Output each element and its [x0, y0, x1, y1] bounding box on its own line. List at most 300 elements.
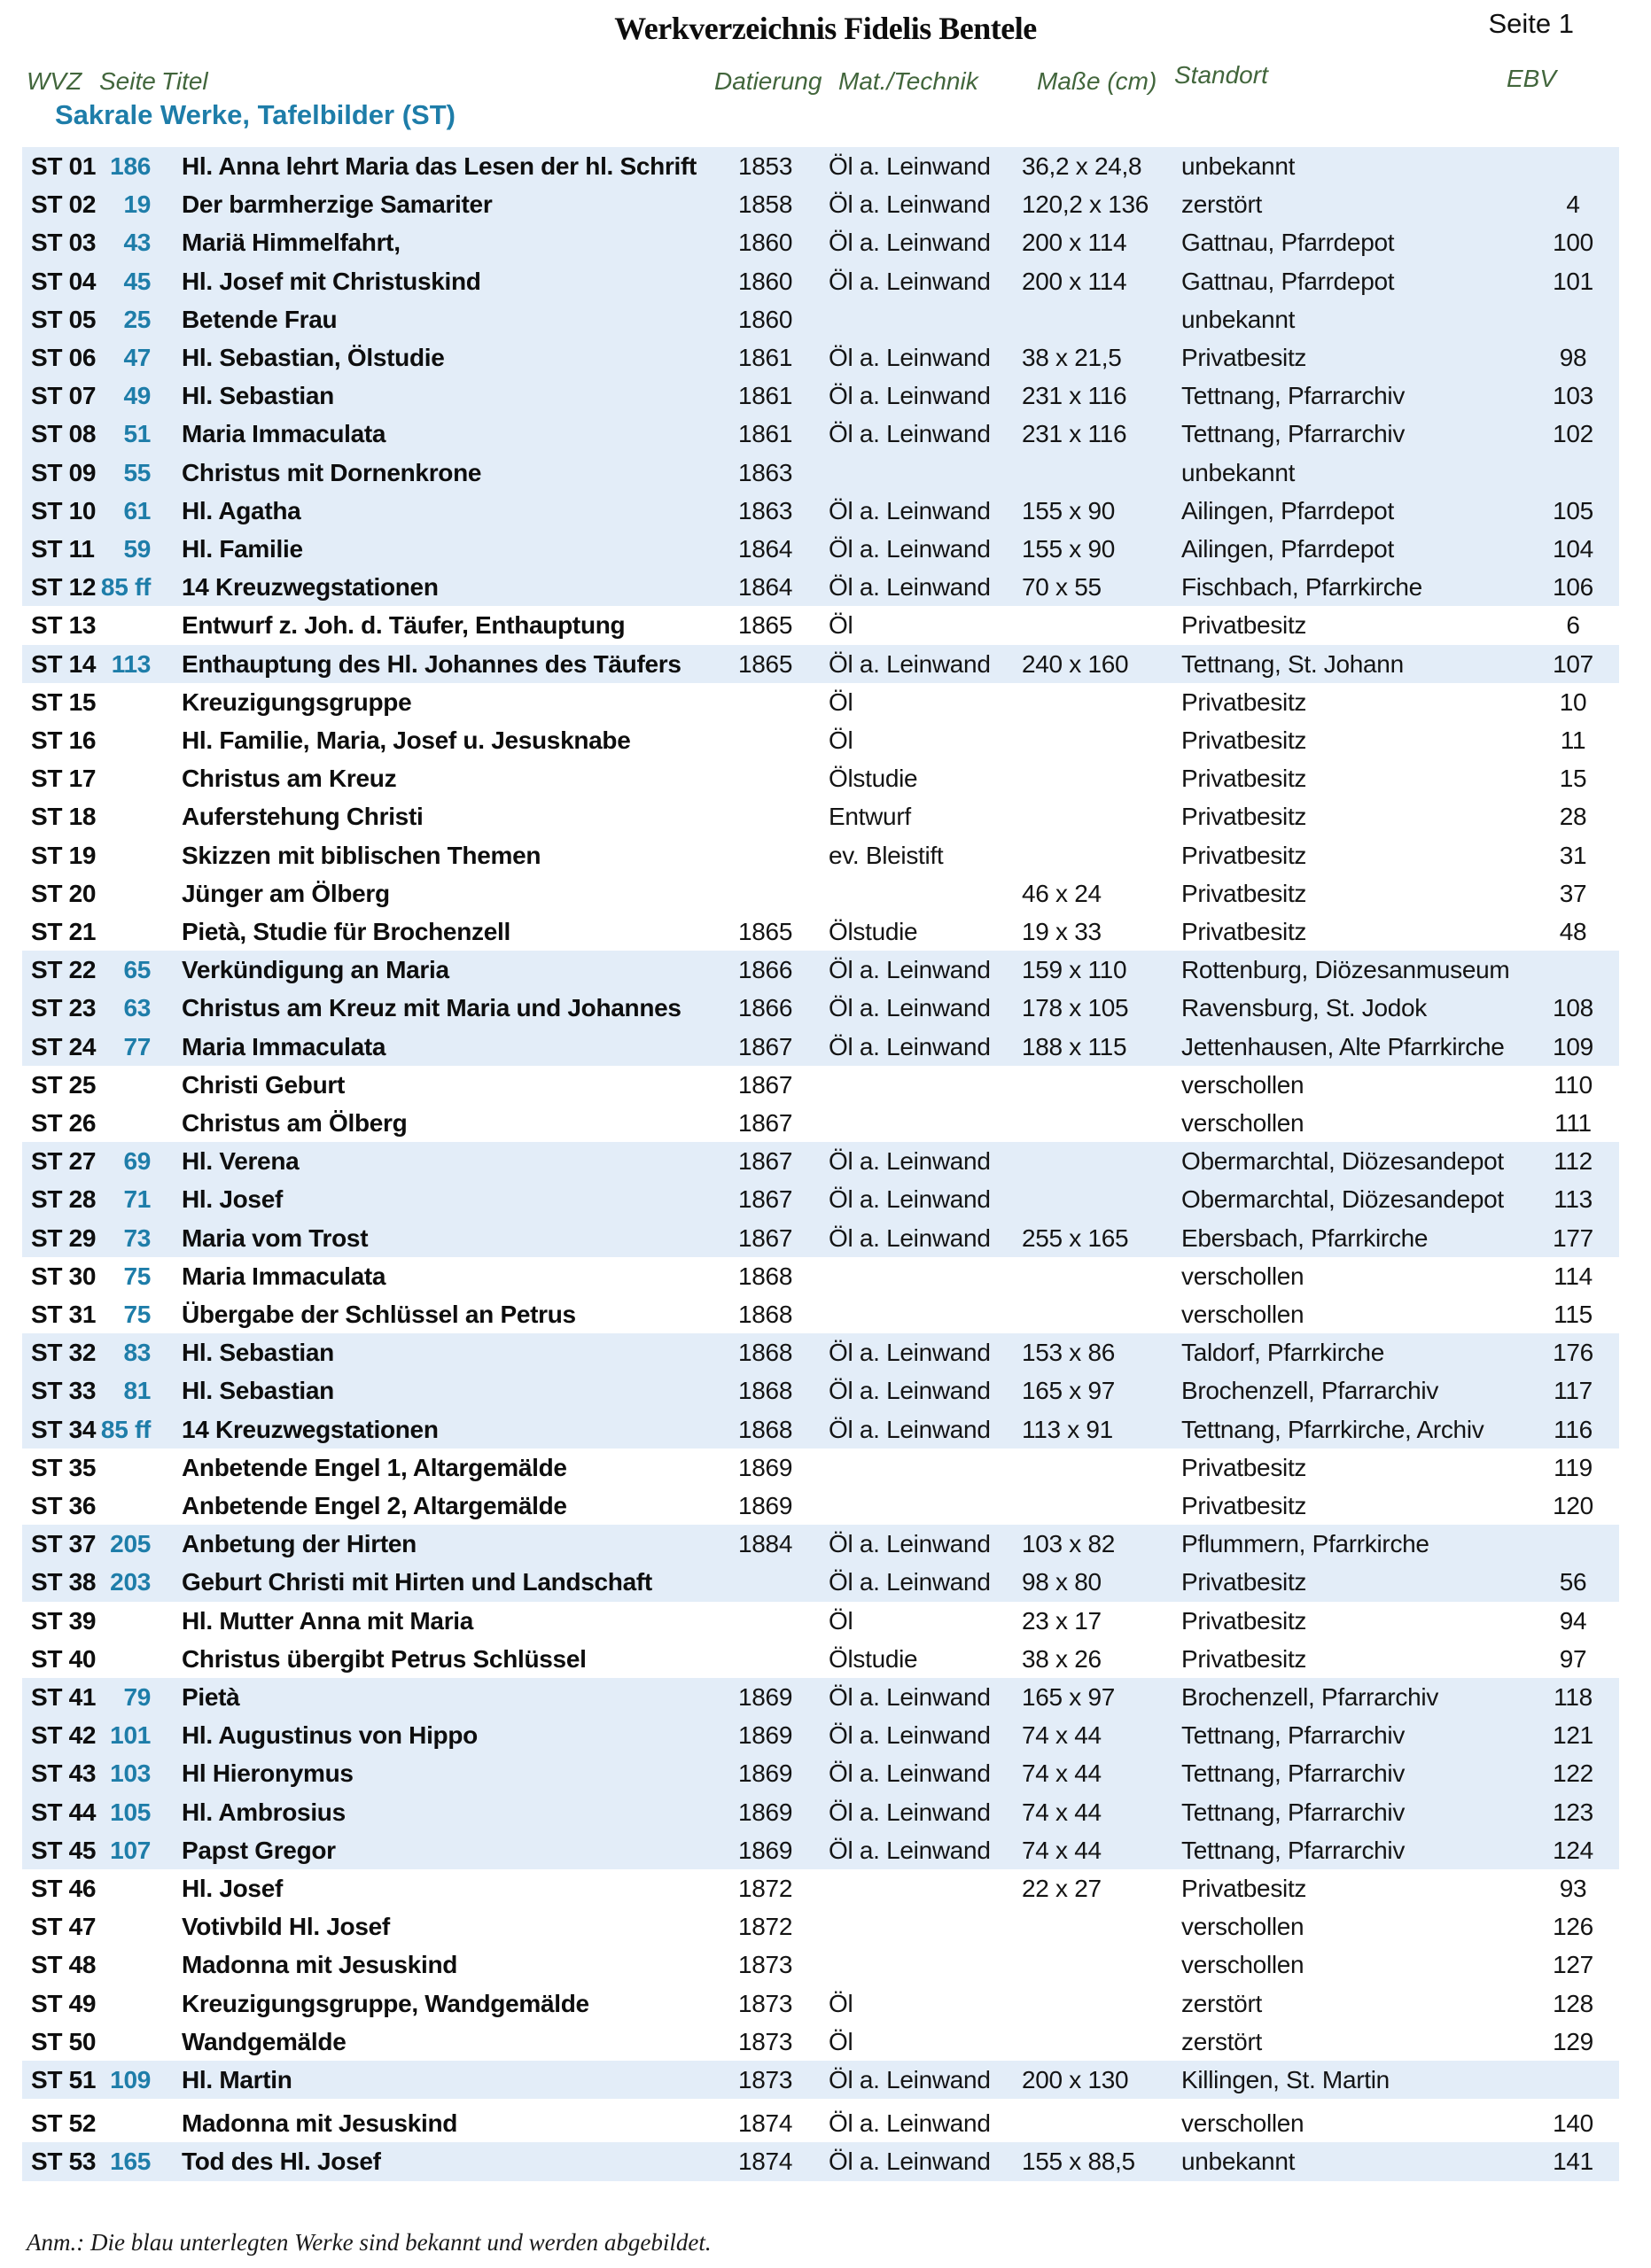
cell-titel: Betende Frau [182, 305, 338, 333]
cell-technik: Öl [829, 1606, 853, 1635]
table-row [22, 1180, 1619, 1218]
column-header-technik: Mat./Technik [838, 67, 978, 95]
table-row [22, 1984, 1619, 2023]
cell-ebv: 114 [1554, 1262, 1593, 1290]
table-row [22, 1142, 1619, 1180]
cell-datierung: 1869 [738, 1798, 793, 1826]
cell-standort: Jettenhausen, Alte Pfarrkirche [1181, 1032, 1505, 1060]
cell-standort: Ebersbach, Pfarrkirche [1181, 1223, 1429, 1252]
cell-technik: Öl a. Leinwand [829, 1223, 991, 1252]
cell-masse: 70 x 55 [1022, 573, 1102, 602]
table-row [22, 1371, 1619, 1410]
cell-ebv: 10 [1559, 687, 1587, 716]
cell-seite: 63 [123, 994, 151, 1022]
cell-ebv: 102 [1553, 420, 1593, 448]
cell-masse: 120,2 x 136 [1022, 190, 1149, 219]
cell-wvz: ST 33 [31, 1377, 97, 1405]
cell-seite: 49 [123, 382, 151, 410]
cell-titel: Skizzen mit biblischen Themen [182, 841, 541, 869]
table-row [22, 1754, 1619, 1792]
cell-titel: Übergabe der Schlüssel an Petrus [182, 1301, 576, 1328]
column-header-masse: Maße (cm) [1037, 67, 1157, 95]
cell-standort: Fischbach, Pfarrkirche [1181, 573, 1422, 602]
table-row [22, 1907, 1619, 1946]
table-row [22, 1295, 1619, 1333]
cell-standort: unbekannt [1181, 305, 1296, 333]
cell-wvz: ST 29 [31, 1223, 97, 1252]
cell-titel: Hl. Josef [182, 1185, 284, 1214]
cell-ebv: 15 [1559, 765, 1587, 793]
cell-masse: 103 x 82 [1022, 1530, 1116, 1558]
cell-wvz: ST 17 [31, 765, 97, 793]
cell-technik: Öl a. Leinwand [829, 1683, 991, 1711]
cell-masse: 155 x 90 [1022, 496, 1116, 524]
cell-masse: 113 x 91 [1022, 1415, 1113, 1443]
cell-seite: 186 [110, 152, 151, 180]
cell-technik: Öl a. Leinwand [829, 573, 991, 602]
cell-datierung: 1868 [738, 1301, 793, 1328]
cell-titel: Maria Immaculata [182, 1032, 386, 1060]
cell-titel: Pietà [182, 1683, 240, 1711]
cell-datierung: 1865 [738, 649, 793, 678]
cell-wvz: ST 22 [31, 956, 97, 984]
cell-titel: Hl. Anna lehrt Maria das Lesen der hl. Schrift [182, 152, 697, 180]
cell-datierung: 1869 [738, 1492, 793, 1519]
cell-technik: Öl a. Leinwand [829, 2109, 991, 2138]
cell-seite: 109 [110, 2066, 151, 2093]
cell-titel: Christus am Kreuz mit Maria und Johannes [182, 994, 681, 1022]
cell-technik: Öl a. Leinwand [829, 1185, 991, 1214]
cell-seite: 47 [123, 344, 151, 371]
cell-datierung: 1853 [738, 152, 793, 180]
cell-titel: Hl. Sebastian [182, 1339, 334, 1367]
cell-masse: 200 x 114 [1022, 267, 1127, 295]
cell-datierung: 1873 [738, 2027, 793, 2055]
cell-datierung: 1874 [738, 2148, 793, 2176]
table-row [22, 147, 1619, 185]
cell-datierung: 1861 [738, 382, 793, 410]
table-row [22, 874, 1619, 913]
cell-seite: 25 [123, 305, 151, 333]
cell-masse: 38 x 26 [1022, 1644, 1102, 1673]
cell-masse: 74 x 44 [1022, 1721, 1102, 1750]
cell-titel: Hl Hieronymus [182, 1759, 354, 1788]
cell-titel: 14 Kreuzwegstationen [182, 573, 439, 602]
cell-wvz: ST 42 [31, 1721, 97, 1750]
cell-datierung: 1869 [738, 1453, 793, 1481]
cell-wvz: ST 11 [31, 535, 95, 563]
table-row [22, 913, 1619, 951]
cell-standort: Privatbesitz [1181, 611, 1307, 640]
cell-datierung: 1867 [738, 1070, 793, 1099]
table-row [22, 1525, 1619, 1563]
cell-wvz: ST 38 [31, 1568, 97, 1596]
page-title: Werkverzeichnis Fidelis Bentele [614, 11, 1037, 46]
cell-wvz: ST 52 [31, 2109, 97, 2138]
cell-seite: 43 [123, 229, 151, 257]
cell-ebv: 141 [1553, 2148, 1593, 2176]
cell-titel: Geburt Christi mit Hirten und Landschaft [182, 1568, 652, 1596]
cell-standort: Tettnang, Pfarrarchiv [1181, 420, 1406, 448]
cell-standort: zerstört [1181, 1989, 1262, 2017]
cell-standort: Taldorf, Pfarrkirche [1181, 1339, 1384, 1367]
cell-masse: 255 x 165 [1022, 1223, 1129, 1252]
table-row [22, 223, 1619, 261]
cell-masse: 231 x 116 [1022, 420, 1127, 448]
cell-titel: Christi Geburt [182, 1070, 346, 1099]
cell-standort: Tettnang, Pfarrkirche, Archiv [1181, 1415, 1484, 1443]
cell-datierung: 1867 [738, 1223, 793, 1252]
cell-datierung: 1873 [738, 1951, 793, 1979]
cell-wvz: ST 10 [31, 496, 97, 524]
cell-standort: verschollen [1181, 1070, 1304, 1099]
table-row [22, 1602, 1619, 1640]
cell-titel: Kreuzigungsgruppe [182, 687, 412, 716]
cell-standort: Tettnang, Pfarrarchiv [1181, 1798, 1406, 1826]
table-row [22, 1333, 1619, 1371]
cell-masse: 19 x 33 [1022, 918, 1102, 945]
cell-ebv: 116 [1554, 1415, 1593, 1443]
cell-wvz: ST 47 [31, 1913, 97, 1941]
cell-ebv: 48 [1559, 918, 1587, 945]
cell-technik: Entwurf [829, 803, 911, 831]
cell-datierung: 1867 [738, 1185, 793, 1214]
cell-wvz: ST 34 [31, 1415, 97, 1443]
cell-titel: Hl. Agatha [182, 496, 301, 524]
cell-datierung: 1861 [738, 344, 793, 371]
cell-ebv: 109 [1553, 1032, 1593, 1060]
cell-titel: Entwurf z. Joh. d. Täufer, Enthauptung [182, 611, 626, 640]
cell-titel: Anbetung der Hirten [182, 1530, 417, 1558]
cell-ebv: 103 [1553, 382, 1593, 410]
cell-technik: Öl a. Leinwand [829, 1798, 991, 1826]
cell-datierung: 1861 [738, 420, 793, 448]
cell-seite: 71 [123, 1185, 151, 1214]
cell-datierung: 1863 [738, 496, 793, 524]
cell-technik: Öl a. Leinwand [829, 496, 991, 524]
cell-datierung: 1869 [738, 1683, 793, 1711]
cell-seite: 113 [111, 649, 151, 678]
cell-wvz: ST 23 [31, 994, 97, 1022]
cell-standort: verschollen [1181, 2109, 1304, 2138]
cell-datierung: 1866 [738, 956, 793, 984]
cell-titel: Christus übergibt Petrus Schlüssel [182, 1644, 587, 1673]
cell-ebv: 6 [1566, 611, 1580, 640]
cell-seite: 81 [123, 1377, 151, 1405]
cell-wvz: ST 43 [31, 1759, 97, 1788]
cell-masse: 178 x 105 [1022, 994, 1129, 1022]
cell-ebv: 117 [1554, 1377, 1593, 1405]
page-number-label: Seite 1 [1488, 8, 1574, 39]
cell-masse: 155 x 90 [1022, 535, 1116, 563]
table-row [22, 1563, 1619, 1601]
cell-titel: Tod des Hl. Josef [182, 2148, 381, 2176]
cell-masse: 165 x 97 [1022, 1683, 1116, 1711]
column-header-ebv: EBV [1507, 65, 1557, 92]
cell-titel: Der barmherzige Samariter [182, 190, 493, 219]
cell-seite: 75 [123, 1301, 151, 1328]
cell-standort: Privatbesitz [1181, 1492, 1307, 1519]
cell-datierung: 1865 [738, 611, 793, 640]
cell-wvz: ST 25 [31, 1070, 97, 1099]
cell-masse: 22 x 27 [1022, 1875, 1102, 1902]
cell-standort: Brochenzell, Pfarrarchiv [1181, 1377, 1439, 1405]
cell-technik: Öl a. Leinwand [829, 1721, 991, 1750]
cell-seite: 51 [123, 420, 151, 448]
cell-technik: Öl a. Leinwand [829, 190, 991, 219]
cell-ebv: 107 [1553, 649, 1593, 678]
cell-ebv: 111 [1554, 1109, 1592, 1137]
cell-wvz: ST 24 [31, 1032, 97, 1060]
cell-technik: Öl [829, 1989, 853, 2017]
cell-ebv: 126 [1553, 1913, 1593, 1941]
cell-standort: unbekannt [1181, 2148, 1296, 2176]
table-row [22, 300, 1619, 338]
cell-titel: Votivbild Hl. Josef [182, 1913, 390, 1941]
cell-standort: Tettnang, Pfarrarchiv [1181, 1836, 1406, 1864]
cell-ebv: 123 [1553, 1798, 1593, 1826]
table-row [22, 568, 1619, 606]
cell-wvz: ST 09 [31, 458, 97, 486]
cell-wvz: ST 30 [31, 1262, 97, 1290]
table-row [22, 2061, 1619, 2099]
cell-technik: Öl a. Leinwand [829, 1032, 991, 1060]
cell-wvz: ST 49 [31, 1989, 97, 2017]
cell-seite: 205 [110, 1530, 151, 1558]
cell-titel: Hl. Familie, Maria, Josef u. Jesusknabe [182, 726, 631, 754]
cell-wvz: ST 13 [31, 611, 97, 640]
table-row [22, 1410, 1619, 1449]
cell-wvz: ST 46 [31, 1875, 97, 1902]
cell-titel: Christus am Kreuz [182, 765, 397, 793]
cell-ebv: 105 [1553, 496, 1593, 524]
cell-datierung: 1868 [738, 1377, 793, 1405]
cell-datierung: 1860 [738, 267, 793, 295]
cell-masse: 155 x 88,5 [1022, 2148, 1135, 2176]
cell-technik: Öl a. Leinwand [829, 994, 991, 1022]
cell-seite: 55 [123, 458, 151, 486]
table-row [22, 492, 1619, 530]
cell-ebv: 4 [1566, 190, 1580, 219]
cell-standort: Ravensburg, St. Jodok [1181, 994, 1427, 1022]
cell-technik: Öl [829, 687, 853, 716]
cell-wvz: ST 06 [31, 344, 97, 371]
cell-titel: Mariä Himmelfahrt, [182, 229, 401, 257]
table-row [22, 1678, 1619, 1716]
cell-standort: Privatbesitz [1181, 687, 1307, 716]
cell-ebv: 124 [1553, 1836, 1593, 1864]
cell-wvz: ST 31 [31, 1301, 97, 1328]
column-header-titel: Titel [161, 67, 208, 95]
cell-technik: Öl [829, 726, 853, 754]
cell-titel: Hl. Sebastian, Ölstudie [182, 344, 445, 371]
cell-technik: Öl a. Leinwand [829, 2066, 991, 2093]
cell-ebv: 119 [1554, 1453, 1593, 1481]
footnote: Anm.: Die blau unterlegten Werke sind bekannt und werden abgebildet. [27, 2229, 712, 2256]
cell-technik: Öl a. Leinwand [829, 649, 991, 678]
cell-technik: Öl a. Leinwand [829, 1759, 991, 1788]
cell-datierung: 1860 [738, 229, 793, 257]
table-row [22, 989, 1619, 1027]
cell-wvz: ST 18 [31, 803, 97, 831]
cell-wvz: ST 27 [31, 1147, 97, 1176]
cell-ebv: 127 [1553, 1951, 1593, 1979]
cell-ebv: 121 [1553, 1721, 1593, 1750]
cell-masse: 231 x 116 [1022, 382, 1127, 410]
cell-ebv: 104 [1553, 535, 1593, 563]
cell-standort: Ailingen, Pfarrdepot [1181, 496, 1394, 524]
cell-wvz: ST 32 [31, 1339, 97, 1367]
cell-standort: Gattnau, Pfarrdepot [1181, 267, 1395, 295]
cell-ebv: 113 [1554, 1185, 1593, 1214]
cell-datierung: 1869 [738, 1759, 793, 1788]
cell-masse: 200 x 130 [1022, 2066, 1129, 2093]
cell-seite: 103 [110, 1759, 151, 1788]
table-row [22, 2023, 1619, 2061]
cell-technik: Öl a. Leinwand [829, 152, 991, 180]
cell-datierung: 1884 [738, 1530, 793, 1558]
cell-standort: Ailingen, Pfarrdepot [1181, 535, 1394, 563]
cell-titel: Hl. Sebastian [182, 1377, 334, 1405]
cell-ebv: 31 [1559, 841, 1587, 869]
cell-datierung: 1868 [738, 1339, 793, 1367]
cell-ebv: 108 [1553, 994, 1593, 1022]
cell-standort: Privatbesitz [1181, 1568, 1307, 1596]
cell-wvz: ST 35 [31, 1453, 97, 1481]
cell-technik: ev. Bleistift [829, 841, 944, 869]
table-row [22, 1831, 1619, 1869]
column-header-seite: Seite [99, 67, 156, 95]
cell-wvz: ST 50 [31, 2027, 97, 2055]
cell-datierung: 1868 [738, 1415, 793, 1443]
cell-standort: Privatbesitz [1181, 1644, 1307, 1673]
cell-standort: Tettnang, Pfarrarchiv [1181, 1759, 1406, 1788]
cell-titel: Enthauptung des Hl. Johannes des Täufers [182, 649, 681, 678]
cell-titel: Madonna mit Jesuskind [182, 1951, 458, 1979]
cell-technik: Öl a. Leinwand [829, 1530, 991, 1558]
cell-seite: 105 [110, 1798, 151, 1826]
cell-technik: Öl a. Leinwand [829, 267, 991, 295]
cell-datierung: 1865 [738, 918, 793, 945]
column-header-wvz: WVZ [27, 67, 82, 95]
cell-titel: Anbetende Engel 1, Altargemälde [182, 1453, 567, 1481]
cell-wvz: ST 14 [31, 649, 97, 678]
cell-technik: Ölstudie [829, 918, 918, 945]
cell-titel: Christus mit Dornenkrone [182, 458, 482, 486]
cell-masse: 165 x 97 [1022, 1377, 1116, 1405]
cell-standort: unbekannt [1181, 152, 1296, 180]
table-row [22, 1028, 1619, 1066]
cell-technik: Öl a. Leinwand [829, 1377, 991, 1405]
cell-datierung: 1867 [738, 1032, 793, 1060]
cell-datierung: 1864 [738, 535, 793, 563]
cell-wvz: ST 26 [31, 1109, 97, 1137]
table-row [22, 1219, 1619, 1257]
cell-datierung: 1874 [738, 2109, 793, 2138]
cell-masse: 240 x 160 [1022, 649, 1129, 678]
cell-standort: Privatbesitz [1181, 344, 1307, 371]
cell-titel: Hl. Augustinus von Hippo [182, 1721, 478, 1750]
cell-masse: 23 x 17 [1022, 1606, 1102, 1635]
cell-seite: 85 ff [100, 1415, 151, 1443]
table-row [22, 415, 1619, 453]
cell-ebv: 97 [1559, 1644, 1587, 1673]
cell-standort: verschollen [1181, 1301, 1304, 1328]
cell-technik: Öl [829, 611, 853, 640]
cell-standort: verschollen [1181, 1109, 1304, 1137]
cell-titel: Hl. Martin [182, 2066, 292, 2093]
cell-titel: Maria Immaculata [182, 1262, 386, 1290]
column-header-datierung: Datierung [714, 67, 822, 95]
cell-seite: 77 [123, 1032, 151, 1060]
cell-standort: Rottenburg, Diözesanmuseum [1181, 956, 1510, 984]
cell-wvz: ST 41 [31, 1683, 97, 1711]
cell-seite: 69 [123, 1147, 151, 1176]
cell-ebv: 176 [1553, 1339, 1593, 1367]
cell-titel: Kreuzigungsgruppe, Wandgemälde [182, 1989, 589, 2017]
cell-standort: Pflummern, Pfarrkirche [1181, 1530, 1429, 1558]
table-row [22, 1487, 1619, 1525]
cell-wvz: ST 04 [31, 267, 97, 295]
cell-standort: Privatbesitz [1181, 765, 1307, 793]
table-row [22, 759, 1619, 797]
cell-ebv: 118 [1554, 1683, 1593, 1711]
cell-wvz: ST 01 [31, 152, 97, 180]
cell-ebv: 100 [1553, 229, 1593, 257]
cell-technik: Öl a. Leinwand [829, 229, 991, 257]
table-row [22, 683, 1619, 721]
cell-titel: Christus am Ölberg [182, 1109, 408, 1137]
table-row [22, 454, 1619, 492]
cell-standort: Gattnau, Pfarrdepot [1181, 229, 1395, 257]
cell-seite: 45 [123, 267, 151, 295]
table-row [22, 836, 1619, 874]
table-row [22, 338, 1619, 377]
cell-masse: 200 x 114 [1022, 229, 1127, 257]
cell-wvz: ST 44 [31, 1798, 97, 1826]
cell-standort: Privatbesitz [1181, 1606, 1307, 1635]
table-row [22, 645, 1619, 683]
table-row [22, 1449, 1619, 1487]
cell-datierung: 1858 [738, 190, 793, 219]
cell-seite: 73 [123, 1223, 151, 1252]
cell-seite: 65 [123, 956, 151, 984]
cell-datierung: 1873 [738, 2066, 793, 2093]
cell-datierung: 1867 [738, 1147, 793, 1176]
cell-seite: 85 ff [100, 573, 151, 602]
cell-standort: Brochenzell, Pfarrarchiv [1181, 1683, 1439, 1711]
cell-technik: Ölstudie [829, 765, 918, 793]
cell-wvz: ST 53 [31, 2148, 97, 2176]
cell-seite: 203 [110, 1568, 151, 1596]
cell-technik: Öl a. Leinwand [829, 1568, 991, 1596]
cell-standort: verschollen [1181, 1913, 1304, 1941]
cell-standort: Obermarchtal, Diözesandepot [1181, 1185, 1504, 1214]
table-row [22, 2142, 1619, 2180]
cell-seite: 61 [123, 496, 151, 524]
cell-standort: Privatbesitz [1181, 803, 1307, 831]
cell-technik: Öl a. Leinwand [829, 382, 991, 410]
cell-standort: Privatbesitz [1181, 879, 1307, 907]
cell-masse: 74 x 44 [1022, 1836, 1102, 1864]
cell-technik: Öl a. Leinwand [829, 2148, 991, 2176]
cell-standort: Privatbesitz [1181, 1453, 1307, 1481]
cell-masse: 74 x 44 [1022, 1759, 1102, 1788]
cell-standort: zerstört [1181, 2027, 1262, 2055]
cell-seite: 75 [123, 1262, 151, 1290]
cell-wvz: ST 48 [31, 1951, 97, 1979]
table-row [22, 262, 1619, 300]
